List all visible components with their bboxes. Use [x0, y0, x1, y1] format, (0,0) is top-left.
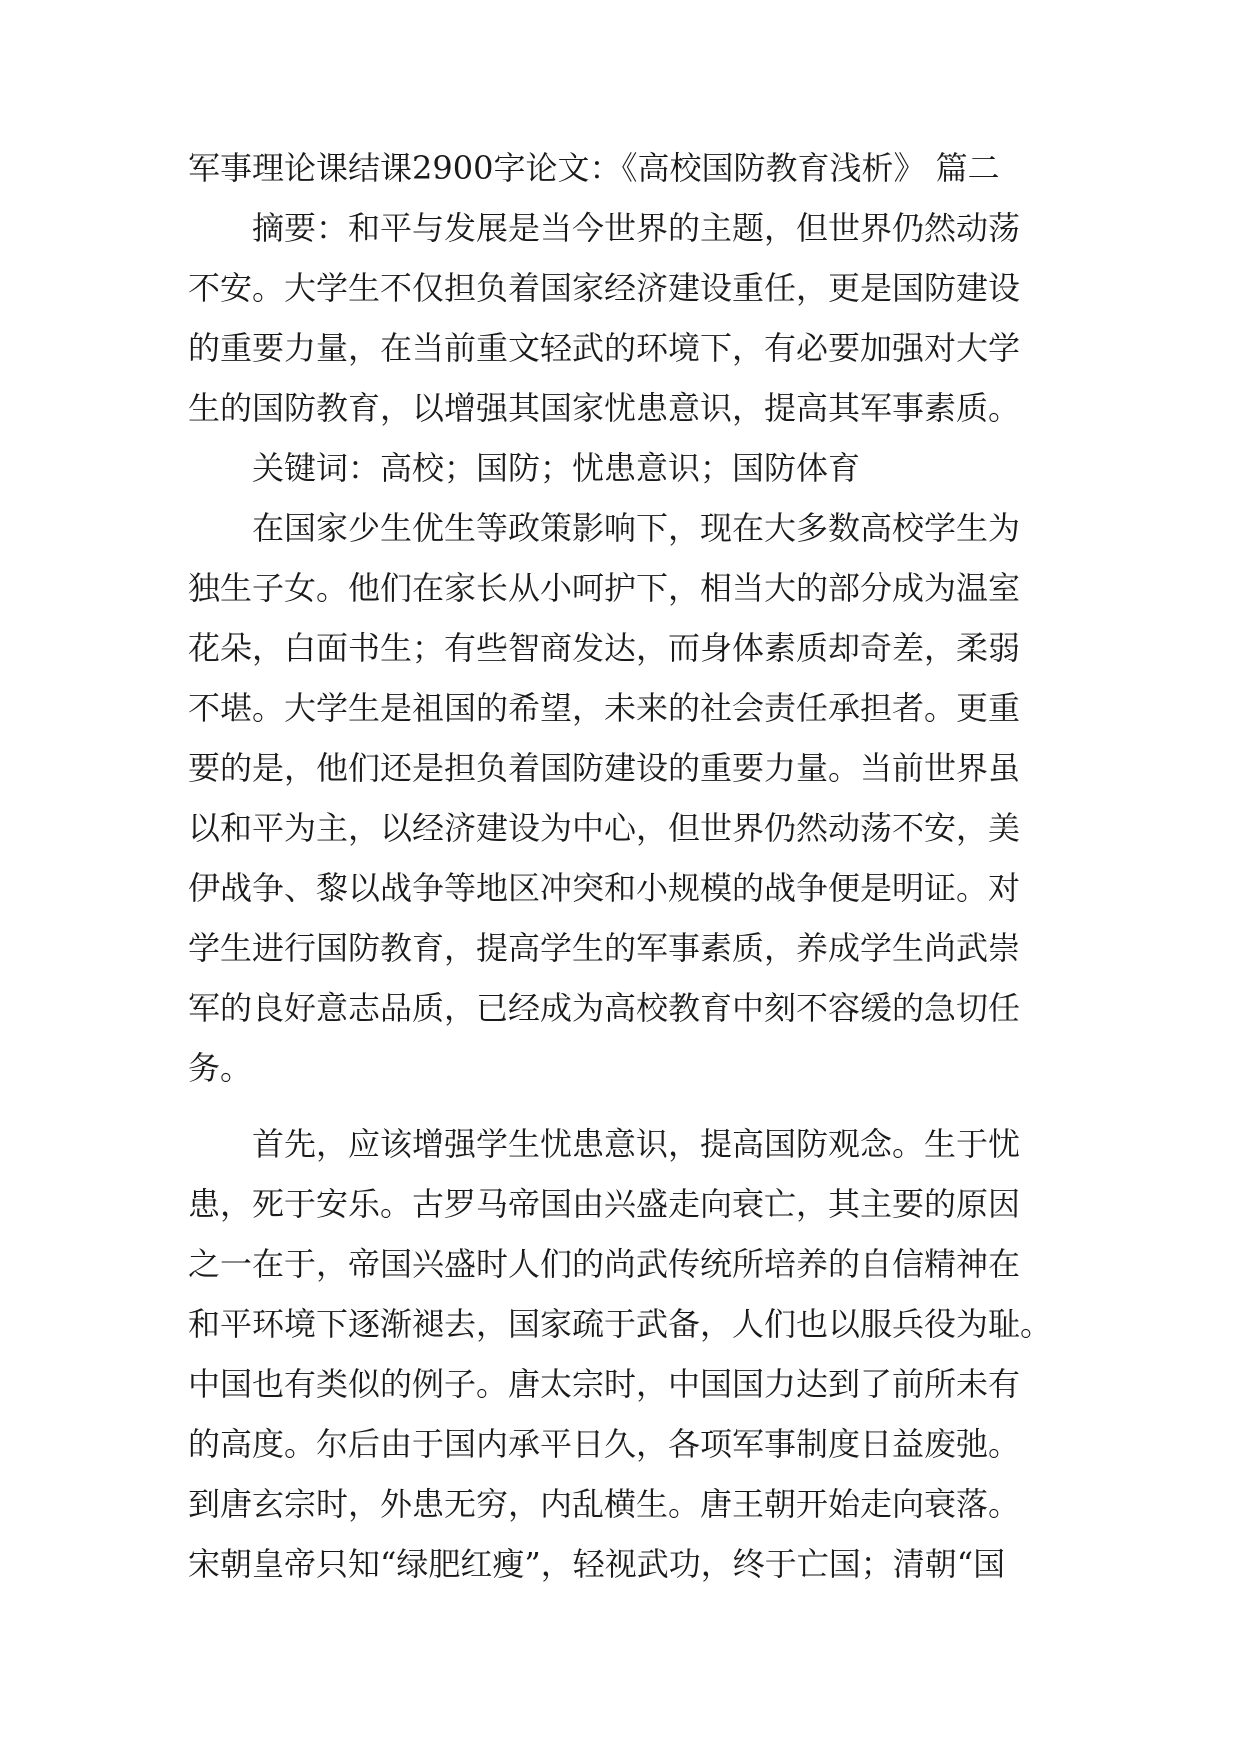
- paragraph-line: 和平环境下逐渐褪去，国家疏于武备，人们也以服兵役为耻。: [188, 1305, 1053, 1343]
- paragraph-line: 到唐玄宗时，外患无穷，内乱横生。唐王朝开始走向衰落。: [188, 1485, 1021, 1523]
- paragraph-line: 首先，应该增强学生忧患意识，提高国防观念。生于忧: [252, 1125, 1021, 1163]
- paragraph-line: 伊战争、黎以战争等地区冲突和小规模的战争便是明证。对: [188, 869, 1021, 907]
- paragraph-line: 独生子女。他们在家长从小呵护下，相当大的部分成为温室: [188, 569, 1021, 607]
- abstract-line: 生的国防教育，以增强其国家忧患意识，提高其军事素质。: [188, 389, 1021, 427]
- paragraph-line: 的高度。尔后由于国内承平日久，各项军事制度日益废弛。: [188, 1425, 1021, 1463]
- paragraph-line: 中国也有类似的例子。唐太宗时，中国国力达到了前所未有: [188, 1365, 1021, 1403]
- abstract-line: 摘要：和平与发展是当今世界的主题，但世界仍然动荡: [252, 209, 1021, 247]
- abstract-line: 不安。大学生不仅担负着国家经济建设重任，更是国防建设: [188, 269, 1021, 307]
- keywords-line: 关键词：高校；国防；忧患意识；国防体育: [252, 449, 861, 487]
- paragraph-line: 患，死于安乐。古罗马帝国由兴盛走向衰亡，其主要的原因: [188, 1185, 1021, 1223]
- document-title: 军事理论课结课2900字论文：《高校国防教育浅析》 篇二: [188, 149, 1000, 187]
- paragraph-line: 学生进行国防教育，提高学生的军事素质，养成学生尚武崇: [188, 929, 1021, 967]
- paragraph-line: 花朵，白面书生；有些智商发达，而身体素质却奇差，柔弱: [188, 629, 1021, 667]
- paragraph-line: 以和平为主，以经济建设为中心，但世界仍然动荡不安，美: [188, 809, 1021, 847]
- document-body: [188, 138, 1068, 1594]
- paragraph-line: 之一在于，帝国兴盛时人们的尚武传统所培养的自信精神在: [188, 1245, 1021, 1283]
- paragraph-line: 在国家少生优生等政策影响下，现在大多数高校学生为: [252, 509, 1021, 547]
- paragraph-gap: [188, 1098, 1068, 1114]
- paragraph-line: 军的良好意志品质，已经成为高校教育中刻不容缓的急切任: [188, 989, 1021, 1027]
- paragraph-line: 要的是，他们还是担负着国防建设的重要力量。当前世界虽: [188, 749, 1021, 787]
- paragraph-line: 宋朝皇帝只知“绿肥红瘦”，轻视武功，终于亡国；清朝“国: [188, 1545, 1006, 1583]
- paragraph-line: 不堪。大学生是祖国的希望，未来的社会责任承担者。更重: [188, 689, 1021, 727]
- abstract-line: 的重要力量，在当前重文轻武的环境下，有必要加强对大学: [188, 329, 1021, 367]
- paragraph-line: 务。: [188, 1049, 253, 1087]
